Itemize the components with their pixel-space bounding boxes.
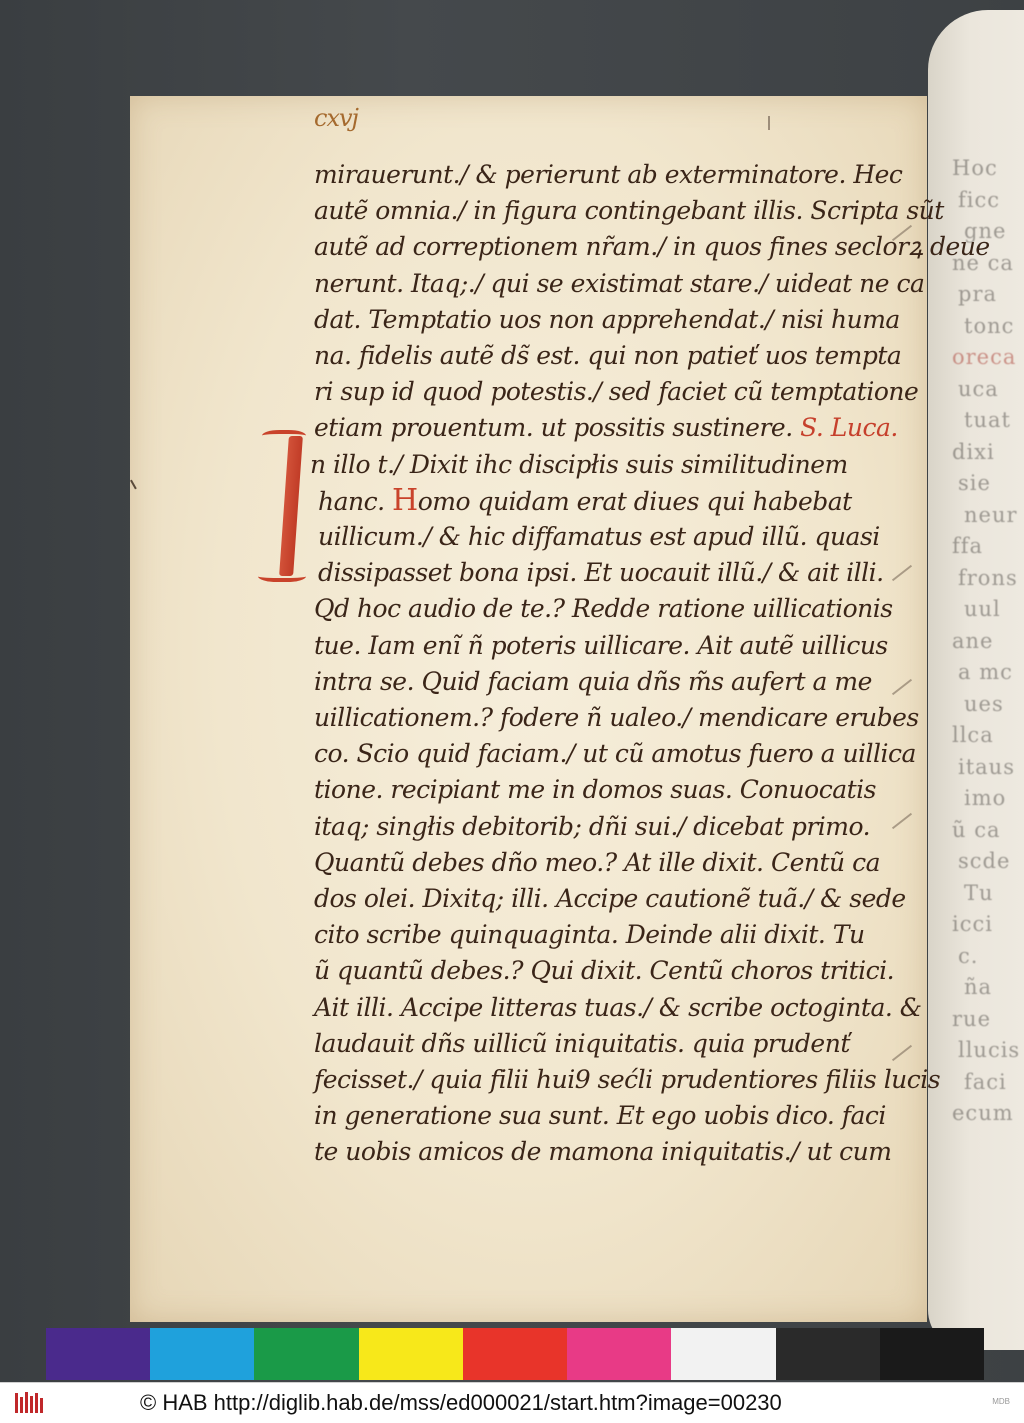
facing-page-fragment: llucis [958,1038,1021,1062]
line-segment: S. Luca. [800,413,898,443]
line-segment: na. fidelis autẽ ds̃ est. qui non patieť uos tempta [314,341,902,370]
hab-logo-icon [14,1391,44,1415]
manuscript-line [318,558,884,588]
line-segment: intra se. Quid faciam quia dñs m̃s aufert a me [314,666,872,696]
manuscript-line [314,1137,891,1167]
facing-page-fragment: itaus [958,754,1015,779]
color-swatch [671,1328,775,1380]
manuscript-line [314,413,898,443]
facing-page-fragment: ane [952,628,994,653]
line-segment: Quantũ debes dño meo.? At ille dixit. Centũ ca [314,847,880,877]
line-segment: in generatione sua sunt. Et ego uobis dico. faci [314,1101,886,1131]
line-segment: n illo t./ Dixit ihc discipłis suis similitudinem [310,449,848,479]
facing-page-fragment: ũ ca [952,817,1001,842]
line-segment: H [392,482,418,518]
facing-page-fragment: ña [964,975,993,999]
line-segment: cito scribe quinquaginta. Deinde alii dixit. Tu [314,920,865,950]
manuscript-line [318,522,880,552]
manuscript-line [314,1065,940,1095]
line-segment: te uobis amicos de mamona iniquitatis./ ut cum [314,1137,892,1167]
ruling-tick [892,565,912,581]
facing-page-fragment: ues [964,691,1004,716]
facing-page-fragment: uca [958,376,999,401]
facing-page-fragment: ffa [952,534,984,558]
line-segment: uillicum./ & hic diffamatus est apud illũ. quasi [318,522,880,551]
color-swatch [150,1328,254,1380]
manuscript-line [314,884,906,914]
facing-page-fragment: neur [964,502,1018,527]
copyright-url: © HAB http://diglib.hab.de/mss/ed000021/start.htm?image=00230 [140,1390,782,1415]
facing-page-fragment: tonc [964,313,1015,338]
line-segment: autẽ ad correptionem nr̃am./ in quos fines seclorꝝ deue [314,232,990,262]
line-segment: Qd hoc audio de te.? Redde ratione uillicationis [314,594,893,624]
color-swatch [463,1328,567,1380]
manuscript-line [314,196,944,226]
manuscript-line [314,269,924,299]
facing-page-fragment: sie [958,471,991,495]
facing-page-fragment: uul [964,597,1001,621]
manuscript-line [314,703,919,733]
facing-page-fragment: pra [958,282,998,306]
manuscript-line [314,920,865,950]
manuscript-line [314,956,894,986]
line-segment: dos olei. Dixitq; illi. Accipe cautionẽ tuã./ & sede [314,884,906,913]
facing-page-fragment: frons [958,565,1018,590]
color-swatch [880,1328,984,1380]
line-segment: co. Scio quid faciam./ ut cũ amotus fuero a uillica [314,739,916,769]
manuscript-line [318,482,852,518]
manuscript-line [314,667,872,697]
manuscript-line [314,1029,850,1059]
facing-page-fragment: Tu [964,880,994,905]
facing-page-fragment: faci [964,1069,1007,1094]
manuscript-line [314,993,922,1023]
facing-page-fragment: Hoc [952,156,998,180]
line-segment: etiam prouentum. ut possitis sustinere. [314,413,801,443]
manuscript-line [314,305,900,335]
line-segment: itaq; singłis debitorib; dñi sui./ dicebat primo. [314,811,871,841]
manuscript-line [314,631,888,661]
color-calibration-bar [46,1328,984,1380]
facing-page-fragment: ficc [958,187,1001,212]
manuscript-line [314,812,870,842]
ruling-tick [892,813,912,829]
ruling-tick [892,679,912,695]
line-segment: dissipasset bona ipsi. Et uocauit illũ./ & ait illi. [318,558,884,588]
color-swatch [46,1328,150,1380]
facing-page-fragment: dixi [952,439,995,464]
facing-page-fragment: tuat [964,408,1011,432]
color-swatch [776,1328,880,1380]
footer-bar [0,1382,1024,1423]
footer-mark: MDB [992,1397,1010,1406]
line-segment: tue. Iam enĩ ñ poteris uillicare. Ait autẽ uillicus [314,630,888,660]
line-segment: tione. recipiant me in domos suas. Conuocatis [314,775,876,805]
folio-number: cxvj [314,104,358,132]
line-segment: ri sup id quod potestis./ sed faciet cũ temptatione [314,377,919,407]
line-segment: uillicationem.? fodere ñ ualeo./ mendicare erubes [314,703,919,732]
line-segment: dat. Temptatio uos non apprehendat./ nisi huma [314,304,900,334]
facing-page-fragment: ecum [952,1101,1014,1125]
manuscript-line [314,232,990,262]
manuscript-line [314,594,893,624]
facing-page-fragment: imo [964,786,1007,810]
manuscript-line [314,848,880,878]
facing-page-fragment: c. [958,943,979,968]
manuscript-line [310,450,848,480]
color-swatch [254,1328,358,1380]
manuscript-line [314,341,901,371]
line-segment: laudauit dñs uillicũ iniquitatis. quia prudenť [314,1028,850,1058]
facing-page-fragment: ne ca [952,250,1014,275]
facing-page-fragment: a mc [958,660,1013,684]
manuscript-line [314,775,876,805]
facing-page-fragment: icci [952,912,993,936]
manuscript-line [314,160,902,190]
line-segment: omo quidam erat diues qui habebat [417,486,852,516]
line-segment: nerunt. Itaq;./ qui se existimat stare./ uideat ne ca [314,268,925,298]
line-segment: hanc. [318,486,393,516]
facing-page-fragment: rue [952,1006,991,1031]
line-segment: autẽ omnia./ in figura contingebant illis. Scripta sũt [314,196,944,226]
manuscript-line [314,1101,886,1131]
line-segment: Ait illi. Accipe litteras tuas./ & scribe octoginta. & [314,992,922,1022]
line-segment: mirauerunt./ & perierunt ab exterminatore. Hec [314,160,903,189]
color-swatch [359,1328,463,1380]
line-segment: ũ quantũ debes.? Qui dixit. Centũ choros tritici. [314,956,895,986]
ruling-tick [892,1045,912,1061]
manuscript-line [314,739,916,769]
color-swatch [567,1328,671,1380]
facing-page-fragment: llca [952,723,994,747]
line-segment: fecisset./ quia filii hui9 sećli prudentiores filiis lucis [314,1065,941,1094]
facing-page-fragment: gne [964,219,1007,243]
facing-page-fragment: scde [958,849,1011,873]
facing-page-fragment: oreca [952,345,1017,369]
manuscript-line [314,377,918,407]
